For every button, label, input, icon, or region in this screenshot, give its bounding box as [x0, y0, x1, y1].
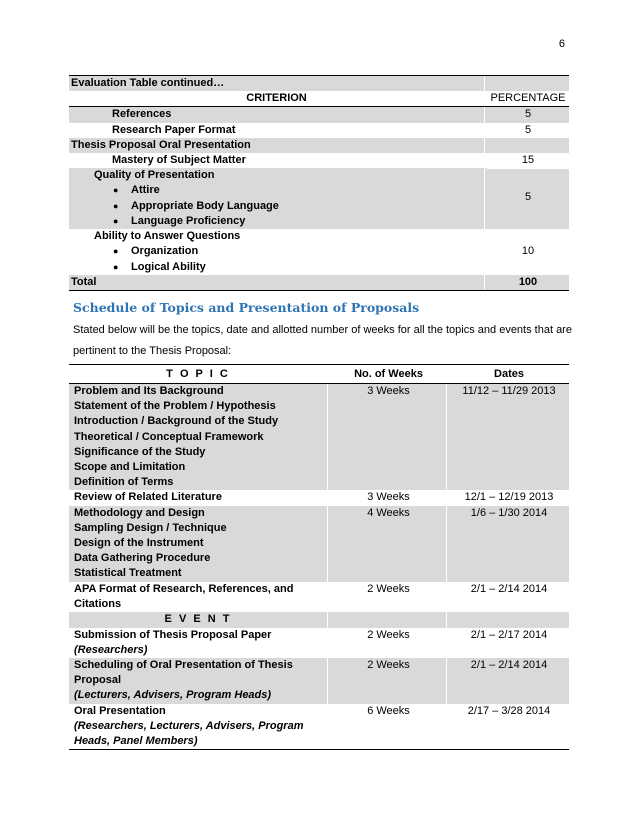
eval-caption: Evaluation Table continued…	[71, 77, 225, 89]
eval-block-quality	[69, 168, 569, 229]
criterion-label-row	[69, 229, 484, 244]
topic-item: Methodology and Design	[74, 506, 205, 519]
col-topic: T O P I C	[166, 368, 230, 380]
intro-paragraph: Stated below will be the topics, date and allotted number of weeks for all the topics and events that are pertinent to the Thesis Proposal:	[73, 324, 572, 357]
subitem-label: Attire	[131, 184, 160, 197]
event-title: Oral Presentation	[74, 704, 166, 717]
event-row	[69, 628, 569, 658]
topic-group	[69, 582, 569, 612]
eval-row-oral-section	[69, 138, 569, 153]
criterion-label: Ability to Answer Questions	[94, 230, 241, 243]
total-label: Total	[71, 276, 97, 289]
eval-row-mastery	[69, 153, 569, 168]
topic-item: Review of Related Literature	[74, 491, 222, 504]
topic-item: Significance of the Study	[74, 445, 206, 458]
dates-value: 1/6 – 1/30 2014	[470, 506, 548, 519]
eval-row-research-format	[69, 123, 569, 138]
eval-row-references	[69, 107, 569, 122]
dates-value: 2/17 – 3/28 2014	[467, 704, 551, 717]
weeks-value: 2 Weeks	[367, 658, 410, 671]
schedule-table	[69, 364, 569, 750]
weeks-value: 2 Weeks	[367, 582, 410, 595]
criterion-subitem	[69, 244, 484, 259]
section-heading: Schedule of Topics and Presentation of Proposals	[73, 300, 420, 315]
criterion-label: Quality of Presentation	[94, 169, 215, 182]
dates-value: 2/1 – 2/17 2014	[470, 628, 548, 641]
subitem-label: Appropriate Body Language	[131, 199, 279, 212]
topic-item: Data Gathering Procedure	[74, 552, 211, 565]
criterion-pct: 5	[524, 191, 532, 204]
dates-value: 12/1 – 12/19 2013	[464, 491, 554, 504]
criterion-pct: 5	[524, 123, 532, 136]
dates-value: 2/1 – 2/14 2014	[470, 658, 548, 671]
topic-group	[69, 506, 569, 582]
weeks-value: 3 Weeks	[367, 491, 410, 504]
weeks-value: 6 Weeks	[367, 704, 410, 717]
evaluation-table	[69, 75, 569, 291]
weeks-value: 4 Weeks	[367, 506, 410, 519]
event-participants: (Researchers)	[74, 643, 148, 656]
topic-item: Sampling Design / Technique	[74, 521, 227, 534]
criterion-label: References	[112, 108, 172, 121]
col-weeks: No. of Weeks	[354, 368, 423, 380]
eval-header-row	[69, 91, 569, 107]
topic-item: Scope and Limitation	[74, 461, 186, 474]
event-header-row	[69, 612, 569, 628]
event-title: Proposal	[74, 674, 122, 687]
event-participants: (Lecturers, Advisers, Program Heads)	[74, 689, 272, 702]
dates-value: 11/12 – 11/29 2013	[462, 385, 556, 397]
topic-item: Introduction / Background of the Study	[74, 415, 279, 428]
criterion-pct: 15	[521, 153, 535, 166]
bullet-icon: ●	[113, 185, 119, 196]
criterion-subitem	[69, 214, 484, 229]
subitem-label: Language Proficiency	[131, 215, 246, 228]
criterion-label: Research Paper Format	[112, 123, 236, 136]
event-row	[69, 704, 569, 751]
bullet-icon: ●	[113, 216, 119, 227]
topic-item: Statement of the Problem / Hypothesis	[74, 400, 276, 413]
event-header: E V E N T	[164, 613, 232, 626]
topic-item: Design of the Instrument	[74, 537, 204, 550]
topic-item: Statistical Treatment	[74, 567, 182, 580]
event-title: Submission of Thesis Proposal Paper	[74, 628, 272, 641]
weeks-value: 3 Weeks	[367, 385, 410, 397]
criterion-pct: 10	[521, 245, 535, 258]
criterion-label: Mastery of Subject Matter	[112, 153, 246, 166]
dates-value: 2/1 – 2/14 2014	[470, 582, 548, 595]
topic-group	[69, 490, 569, 505]
topic-item: Definition of Terms	[74, 476, 174, 489]
event-participants: (Researchers, Lecturers, Advisers, Program	[74, 719, 304, 732]
event-row	[69, 658, 569, 704]
topic-item: Citations	[74, 597, 122, 610]
subitem-label: Logical Ability	[131, 260, 206, 273]
col-dates: Dates	[494, 368, 524, 380]
section-label: Thesis Proposal Oral Presentation	[71, 138, 251, 151]
total-value: 100	[518, 276, 538, 289]
weeks-value: 2 Weeks	[367, 628, 410, 641]
criterion-label-row	[69, 168, 484, 183]
criterion-subitem	[69, 260, 484, 275]
col-criterion: CRITERION	[246, 92, 307, 105]
event-participants: Heads, Panel Members)	[74, 734, 198, 747]
eval-caption-row	[69, 75, 569, 91]
eval-block-ability	[69, 229, 569, 275]
topic-item: Theoretical / Conceptual Framework	[74, 430, 264, 443]
topic-group	[69, 384, 569, 490]
bullet-icon: ●	[113, 200, 119, 211]
criterion-subitem	[69, 183, 484, 198]
page-number: 6	[558, 38, 565, 50]
criterion-subitem	[69, 199, 484, 214]
event-title: Scheduling of Oral Presentation of Thesis	[74, 658, 293, 671]
topic-item: APA Format of Research, References, and	[74, 582, 294, 595]
bullet-icon: ●	[113, 261, 119, 272]
criterion-pct: 5	[524, 108, 532, 121]
bullet-icon: ●	[113, 246, 119, 257]
eval-row-total	[69, 275, 569, 291]
topic-item: Problem and Its Background	[74, 385, 224, 397]
subitem-label: Organization	[131, 245, 199, 258]
col-percentage: PERCENTAGE	[490, 92, 566, 105]
schedule-header-row	[69, 365, 569, 384]
